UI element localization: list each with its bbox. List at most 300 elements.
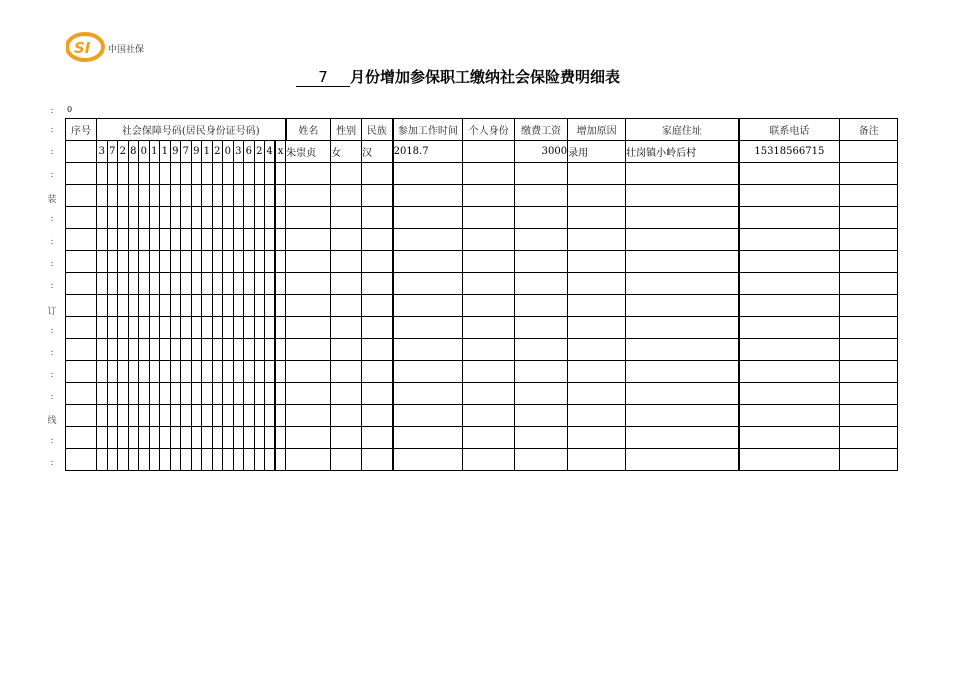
cell-seq bbox=[66, 229, 97, 251]
cell-id-digit bbox=[118, 163, 129, 185]
cell-id-digit bbox=[254, 405, 265, 427]
cell-empty bbox=[331, 163, 362, 185]
cell-id-digit bbox=[275, 273, 286, 295]
cell-id-digit bbox=[265, 449, 276, 471]
cell-id-digit bbox=[170, 317, 181, 339]
cell-id-digit bbox=[212, 251, 223, 273]
cell-id-digit bbox=[275, 361, 286, 383]
cell-id-digit bbox=[202, 229, 213, 251]
cell-id-digit: 9 bbox=[170, 141, 181, 163]
cell-id-digit bbox=[265, 405, 276, 427]
cell-empty bbox=[393, 405, 463, 427]
cell-id-digit bbox=[202, 163, 213, 185]
cell-empty bbox=[840, 251, 898, 273]
cell-id-digit bbox=[223, 295, 234, 317]
cell-id-digit bbox=[212, 185, 223, 207]
cell-id-digit bbox=[97, 251, 108, 273]
cell-empty bbox=[515, 317, 568, 339]
cell-empty bbox=[286, 339, 331, 361]
table-row bbox=[66, 185, 898, 207]
cell-empty bbox=[840, 229, 898, 251]
cell-id-digit bbox=[107, 207, 118, 229]
header-sex: 性别 bbox=[331, 119, 362, 141]
cell-id-digit bbox=[128, 229, 139, 251]
cell-empty bbox=[463, 207, 515, 229]
cell-id-digit bbox=[170, 163, 181, 185]
cell-id-digit bbox=[223, 207, 234, 229]
header-reason: 增加原因 bbox=[568, 119, 626, 141]
cell-id-digit bbox=[191, 383, 202, 405]
cell-id-digit bbox=[244, 317, 255, 339]
cell-empty bbox=[331, 185, 362, 207]
cell-seq bbox=[66, 141, 97, 163]
cell-id-digit bbox=[128, 251, 139, 273]
cell-id-digit bbox=[244, 361, 255, 383]
cell-id-digit bbox=[118, 317, 129, 339]
cell-id-digit bbox=[149, 361, 160, 383]
cell-id-digit bbox=[181, 361, 192, 383]
cell-empty bbox=[840, 405, 898, 427]
cell-id-digit bbox=[107, 383, 118, 405]
cell-empty bbox=[393, 229, 463, 251]
cell-empty bbox=[463, 449, 515, 471]
header-id: 社会保障号码(居民身份证号码) bbox=[97, 119, 286, 141]
cell-id-digit bbox=[97, 163, 108, 185]
cell-empty bbox=[840, 185, 898, 207]
title-month: 7 bbox=[296, 68, 350, 87]
cell-id-digit bbox=[223, 229, 234, 251]
cell-empty bbox=[515, 251, 568, 273]
cell-id-digit bbox=[107, 295, 118, 317]
cell-empty bbox=[393, 163, 463, 185]
cell-id-digit bbox=[202, 339, 213, 361]
cell-empty bbox=[286, 295, 331, 317]
header-address: 家庭住址 bbox=[626, 119, 739, 141]
header-identity: 个人身份 bbox=[463, 119, 515, 141]
cell-empty bbox=[393, 317, 463, 339]
cell-empty bbox=[568, 427, 626, 449]
cell-empty bbox=[626, 273, 739, 295]
table-row bbox=[66, 449, 898, 471]
cell-empty bbox=[331, 449, 362, 471]
cell-id-digit bbox=[223, 273, 234, 295]
cell-empty bbox=[840, 163, 898, 185]
cell-id-digit bbox=[233, 163, 244, 185]
cell-id-digit: 2 bbox=[212, 141, 223, 163]
cell-empty bbox=[393, 251, 463, 273]
cell-id-digit bbox=[212, 427, 223, 449]
cell-seq bbox=[66, 383, 97, 405]
cell-empty bbox=[626, 339, 739, 361]
table-row bbox=[66, 229, 898, 251]
cell-empty bbox=[286, 163, 331, 185]
cell-empty bbox=[393, 295, 463, 317]
cell-id-digit bbox=[170, 251, 181, 273]
cell-id-digit bbox=[202, 361, 213, 383]
cell-id-digit bbox=[275, 317, 286, 339]
cell-id-digit bbox=[160, 295, 171, 317]
cell-empty bbox=[739, 229, 840, 251]
cell-id-digit bbox=[139, 273, 150, 295]
cell-id-digit: 0 bbox=[139, 141, 150, 163]
cell-empty bbox=[362, 229, 393, 251]
cell-id-digit bbox=[191, 273, 202, 295]
cell-empty bbox=[331, 229, 362, 251]
cell-id-digit bbox=[149, 251, 160, 273]
cell-empty bbox=[286, 273, 331, 295]
cell-empty bbox=[286, 317, 331, 339]
cell-id-digit bbox=[128, 405, 139, 427]
cell-empty bbox=[286, 427, 331, 449]
cell-empty bbox=[362, 251, 393, 273]
cell-id-digit bbox=[265, 229, 276, 251]
table-row bbox=[66, 383, 898, 405]
cell-id-digit bbox=[107, 405, 118, 427]
cell-id-digit bbox=[118, 295, 129, 317]
cell-phone: 15318566715 bbox=[739, 141, 840, 163]
cell-id-digit bbox=[223, 317, 234, 339]
cell-id-digit bbox=[160, 229, 171, 251]
page-title bbox=[296, 66, 676, 88]
cell-id-digit bbox=[149, 163, 160, 185]
cell-id-digit bbox=[233, 185, 244, 207]
cell-id-digit bbox=[254, 449, 265, 471]
cell-empty bbox=[331, 207, 362, 229]
cell-id-digit bbox=[107, 427, 118, 449]
cell-empty bbox=[463, 339, 515, 361]
cell-seq bbox=[66, 361, 97, 383]
cell-empty bbox=[568, 251, 626, 273]
cell-id-digit bbox=[118, 185, 129, 207]
cell-id-digit bbox=[233, 229, 244, 251]
cell-id-digit bbox=[149, 317, 160, 339]
cell-id-digit bbox=[139, 427, 150, 449]
cell-id-digit bbox=[160, 207, 171, 229]
cell-id-digit bbox=[254, 273, 265, 295]
cell-empty bbox=[362, 427, 393, 449]
cell-id-digit bbox=[254, 251, 265, 273]
table-row bbox=[66, 141, 898, 163]
cell-empty bbox=[362, 405, 393, 427]
cell-empty bbox=[286, 251, 331, 273]
cell-id-digit bbox=[265, 339, 276, 361]
cell-empty bbox=[362, 273, 393, 295]
cell-id-digit bbox=[254, 317, 265, 339]
cell-empty bbox=[568, 273, 626, 295]
cell-empty bbox=[393, 339, 463, 361]
cell-id-digit bbox=[191, 427, 202, 449]
cell-empty bbox=[626, 207, 739, 229]
cell-id-digit bbox=[97, 273, 108, 295]
cell-id-digit bbox=[202, 273, 213, 295]
cell-id-digit bbox=[128, 339, 139, 361]
cell-empty bbox=[515, 229, 568, 251]
cell-id-digit bbox=[139, 405, 150, 427]
table-header-row bbox=[66, 119, 898, 141]
cell-empty bbox=[515, 273, 568, 295]
cell-id-digit: 0 bbox=[223, 141, 234, 163]
cell-seq bbox=[66, 163, 97, 185]
cell-id-digit bbox=[244, 163, 255, 185]
cell-id-digit bbox=[128, 449, 139, 471]
cell-id-digit bbox=[212, 317, 223, 339]
cell-id-digit bbox=[139, 185, 150, 207]
cell-empty bbox=[568, 163, 626, 185]
cell-id-digit bbox=[149, 185, 160, 207]
header-salary: 缴费工资 bbox=[515, 119, 568, 141]
cell-id-digit bbox=[107, 361, 118, 383]
cell-id-digit bbox=[265, 185, 276, 207]
cell-id-digit bbox=[191, 405, 202, 427]
cell-empty bbox=[626, 383, 739, 405]
cell-id-digit bbox=[118, 207, 129, 229]
cell-id-digit: 1 bbox=[149, 141, 160, 163]
cell-empty bbox=[393, 185, 463, 207]
cell-empty bbox=[739, 207, 840, 229]
cell-id-digit bbox=[244, 383, 255, 405]
cell-empty bbox=[362, 339, 393, 361]
cell-empty bbox=[362, 361, 393, 383]
cell-id-digit bbox=[128, 361, 139, 383]
cell-id-digit: 7 bbox=[107, 141, 118, 163]
cell-empty bbox=[739, 405, 840, 427]
cell-id-digit bbox=[244, 427, 255, 449]
cell-id-digit bbox=[170, 449, 181, 471]
table-row bbox=[66, 427, 898, 449]
cell-join-date: 2018.7 bbox=[393, 141, 463, 163]
cell-id-digit bbox=[97, 317, 108, 339]
header-ethnicity: 民族 bbox=[362, 119, 393, 141]
cell-id-digit bbox=[160, 427, 171, 449]
cell-empty bbox=[463, 361, 515, 383]
cell-identity bbox=[463, 141, 515, 163]
cell-id-digit bbox=[233, 295, 244, 317]
cell-seq bbox=[66, 185, 97, 207]
cell-id-digit bbox=[149, 383, 160, 405]
cell-empty bbox=[286, 207, 331, 229]
cell-id-digit bbox=[181, 273, 192, 295]
cell-empty bbox=[331, 317, 362, 339]
cell-empty bbox=[362, 449, 393, 471]
cell-id-digit bbox=[118, 449, 129, 471]
cell-id-digit bbox=[244, 229, 255, 251]
cell-id-digit bbox=[202, 185, 213, 207]
cell-id-digit bbox=[212, 163, 223, 185]
cell-id-digit bbox=[202, 295, 213, 317]
cell-id-digit bbox=[233, 339, 244, 361]
header-seq: 序号 bbox=[66, 119, 97, 141]
cell-id-digit bbox=[128, 185, 139, 207]
cell-id-digit bbox=[118, 427, 129, 449]
cell-id-digit bbox=[265, 163, 276, 185]
cell-empty bbox=[840, 207, 898, 229]
table-row bbox=[66, 339, 898, 361]
cell-id-digit bbox=[170, 383, 181, 405]
cell-empty bbox=[515, 339, 568, 361]
cell-empty bbox=[515, 427, 568, 449]
cell-empty bbox=[626, 405, 739, 427]
cell-id-digit bbox=[233, 273, 244, 295]
cell-id-digit bbox=[118, 405, 129, 427]
cell-id-digit bbox=[160, 449, 171, 471]
cell-id-digit: 7 bbox=[181, 141, 192, 163]
cell-id-digit bbox=[233, 449, 244, 471]
cell-seq bbox=[66, 427, 97, 449]
cell-empty bbox=[331, 273, 362, 295]
cell-empty bbox=[568, 449, 626, 471]
cell-empty bbox=[286, 405, 331, 427]
cell-id-digit: 3 bbox=[233, 141, 244, 163]
cell-id-digit bbox=[118, 229, 129, 251]
cell-id-digit bbox=[265, 295, 276, 317]
cell-id-digit bbox=[97, 405, 108, 427]
cell-id-digit bbox=[149, 295, 160, 317]
cell-empty bbox=[331, 405, 362, 427]
cell-empty bbox=[515, 449, 568, 471]
cell-empty bbox=[463, 229, 515, 251]
cell-id-digit bbox=[107, 163, 118, 185]
cell-id-digit bbox=[244, 405, 255, 427]
cell-empty bbox=[626, 361, 739, 383]
cell-seq bbox=[66, 273, 97, 295]
cell-id-digit bbox=[191, 361, 202, 383]
cell-id-digit bbox=[170, 295, 181, 317]
cell-id-digit bbox=[170, 207, 181, 229]
cell-id-digit: 3 bbox=[97, 141, 108, 163]
cell-seq bbox=[66, 339, 97, 361]
cell-id-digit bbox=[265, 361, 276, 383]
cell-empty bbox=[463, 295, 515, 317]
cell-id-digit: x bbox=[275, 141, 286, 163]
cell-id-digit bbox=[254, 207, 265, 229]
cell-id-digit bbox=[170, 361, 181, 383]
social-security-logo-icon bbox=[66, 31, 106, 63]
cell-id-digit bbox=[212, 207, 223, 229]
cell-empty bbox=[568, 339, 626, 361]
table-row bbox=[66, 251, 898, 273]
cell-empty bbox=[568, 229, 626, 251]
cell-id-digit bbox=[107, 273, 118, 295]
cell-id-digit bbox=[170, 339, 181, 361]
cell-id-digit bbox=[118, 383, 129, 405]
cell-id-digit bbox=[212, 361, 223, 383]
cell-id-digit bbox=[181, 229, 192, 251]
table-row bbox=[66, 163, 898, 185]
cell-empty bbox=[463, 317, 515, 339]
cell-empty bbox=[739, 295, 840, 317]
cell-id-digit: 2 bbox=[118, 141, 129, 163]
cell-empty bbox=[739, 339, 840, 361]
cell-id-digit bbox=[170, 427, 181, 449]
cell-empty bbox=[739, 449, 840, 471]
table-row bbox=[66, 207, 898, 229]
cell-empty bbox=[626, 229, 739, 251]
cell-empty bbox=[393, 207, 463, 229]
cell-id-digit bbox=[97, 185, 108, 207]
cell-id-digit bbox=[128, 295, 139, 317]
cell-empty bbox=[739, 251, 840, 273]
cell-id-digit bbox=[128, 163, 139, 185]
cell-id-digit bbox=[181, 317, 192, 339]
cell-id-digit bbox=[212, 449, 223, 471]
cell-id-digit bbox=[223, 251, 234, 273]
cell-id-digit bbox=[191, 229, 202, 251]
cell-empty bbox=[739, 273, 840, 295]
cell-id-digit bbox=[149, 339, 160, 361]
margin-mark: 装 bbox=[47, 195, 57, 205]
cell-id-digit bbox=[107, 449, 118, 471]
cell-empty bbox=[515, 163, 568, 185]
cell-empty bbox=[286, 383, 331, 405]
cell-id-digit bbox=[149, 405, 160, 427]
cell-seq bbox=[66, 405, 97, 427]
cell-empty bbox=[331, 295, 362, 317]
cell-id-digit bbox=[160, 405, 171, 427]
cell-id-digit bbox=[181, 251, 192, 273]
cell-id-digit bbox=[275, 207, 286, 229]
table-row bbox=[66, 295, 898, 317]
cell-empty bbox=[840, 339, 898, 361]
cell-empty bbox=[515, 295, 568, 317]
cell-id-digit bbox=[233, 405, 244, 427]
cell-empty bbox=[463, 251, 515, 273]
cell-id-digit bbox=[202, 251, 213, 273]
cell-id-digit bbox=[212, 295, 223, 317]
cell-id-digit bbox=[160, 317, 171, 339]
cell-empty bbox=[515, 361, 568, 383]
cell-id-digit bbox=[97, 383, 108, 405]
cell-id-digit bbox=[191, 251, 202, 273]
cell-id-digit bbox=[202, 449, 213, 471]
cell-empty bbox=[331, 339, 362, 361]
table-row bbox=[66, 273, 898, 295]
cell-id-digit bbox=[254, 361, 265, 383]
margin-mark: : bbox=[50, 214, 54, 224]
cell-id-digit bbox=[265, 317, 276, 339]
cell-id-digit bbox=[181, 207, 192, 229]
cell-id-digit bbox=[128, 317, 139, 339]
cell-id-digit bbox=[139, 163, 150, 185]
cell-id-digit bbox=[223, 405, 234, 427]
cell-id-digit bbox=[139, 251, 150, 273]
margin-mark: 线 bbox=[47, 416, 57, 426]
cell-id-digit: 1 bbox=[160, 141, 171, 163]
cell-empty bbox=[286, 449, 331, 471]
margin-mark: : bbox=[50, 125, 54, 135]
cell-id-digit bbox=[97, 207, 108, 229]
table-row bbox=[66, 405, 898, 427]
cell-empty bbox=[362, 383, 393, 405]
cell-id-digit bbox=[275, 251, 286, 273]
cell-empty bbox=[739, 427, 840, 449]
cell-empty bbox=[286, 229, 331, 251]
cell-id-digit: 9 bbox=[191, 141, 202, 163]
cell-empty bbox=[362, 163, 393, 185]
cell-id-digit bbox=[181, 449, 192, 471]
cell-id-digit bbox=[191, 185, 202, 207]
header-note: 0 bbox=[67, 105, 73, 114]
margin-mark: : bbox=[50, 392, 54, 402]
cell-empty bbox=[393, 383, 463, 405]
margin-mark: : bbox=[50, 370, 54, 380]
cell-id-digit bbox=[191, 317, 202, 339]
cell-id-digit bbox=[128, 427, 139, 449]
cell-id-digit bbox=[202, 427, 213, 449]
cell-empty bbox=[840, 361, 898, 383]
cell-id-digit bbox=[275, 449, 286, 471]
cell-remark bbox=[840, 141, 898, 163]
cell-id-digit bbox=[128, 273, 139, 295]
